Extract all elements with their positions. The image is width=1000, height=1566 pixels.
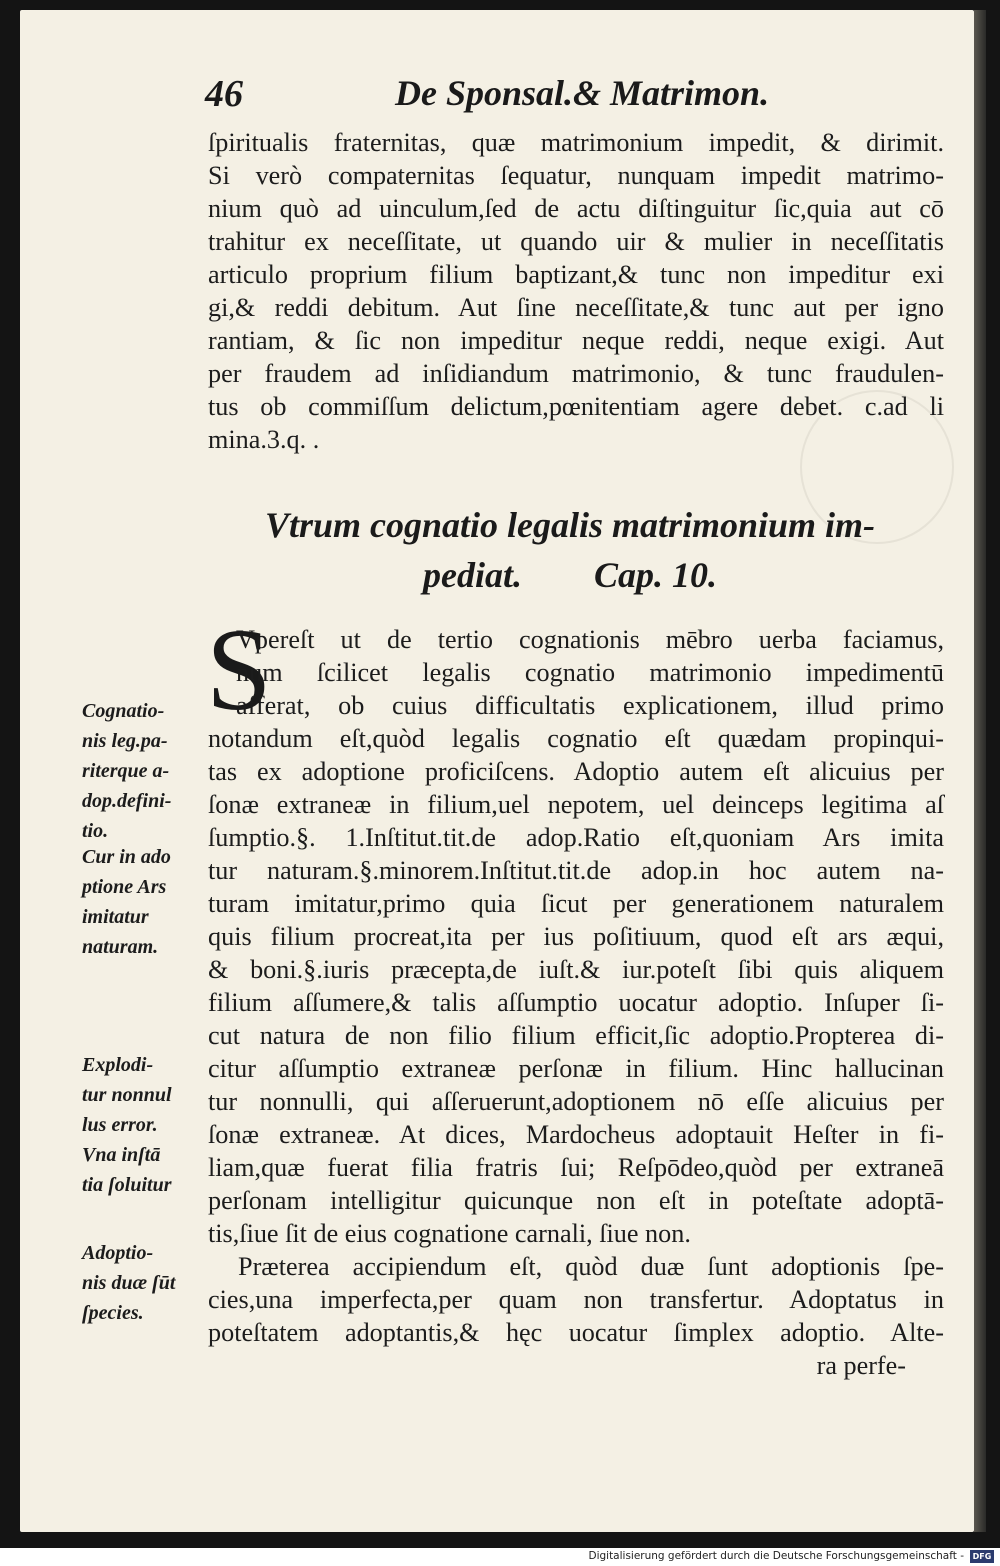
text-line: notandum eſt,quòd legalis cognatio eſt quædam propinqui- bbox=[208, 724, 944, 753]
text-line: poteſtatem adoptantis,& hęc uocatur ſimplex adoptio. Alte- bbox=[208, 1318, 944, 1347]
text-line: trahitur ex neceſſitate, ut quando uir & mulier in neceſſitatis bbox=[208, 227, 944, 256]
text-line: ſumptio.§. 1.Inſtitut.tit.de adop.Ratio eſt,quoniam Ars imita bbox=[208, 823, 944, 852]
text-line: tur naturam.§.minorem.Inſtitut.tit.de adop.in hoc autem na- bbox=[208, 856, 944, 885]
marginal-line: lus error. bbox=[82, 1114, 158, 1136]
text-line: ſonæ extraneæ. At dices, Mardocheus adoptauit Heſter in fi- bbox=[208, 1120, 944, 1149]
marginal-line: tio. bbox=[82, 820, 109, 842]
dfg-logo: DFG bbox=[970, 1550, 994, 1563]
text-line: turam imitatur,primo quia ſicut per generationem naturalem bbox=[208, 889, 944, 918]
marginal-line: Cognatio- bbox=[82, 700, 165, 722]
text-line: mina.3.q. . bbox=[208, 425, 320, 454]
marginal-line: Vna inſtā bbox=[82, 1144, 161, 1166]
text-line: Vpereſt ut de tertio cognationis mēbro uerba faciamus, bbox=[236, 625, 944, 654]
chapter-heading bbox=[250, 500, 890, 600]
text-line: gi,& reddi debitum. Aut ſine neceſſitate,& tunc aut per igno bbox=[208, 293, 944, 322]
text-line: liam,quæ fuerat filia fratris ſui; Reſpōdeo,quòd per extraneā bbox=[208, 1153, 944, 1182]
marginal-line: ptione Ars bbox=[82, 876, 167, 898]
text-line: num ſcilicet legalis cognatio matrimonio impedimentū bbox=[236, 658, 944, 687]
marginal-line: Cur in ado bbox=[82, 846, 171, 868]
catchword: ra perfe- bbox=[816, 1351, 906, 1380]
marginal-line: dop.defini- bbox=[82, 790, 172, 812]
marginal-line: ſpecies. bbox=[82, 1302, 144, 1324]
text-line: Præterea accipiendum eſt, quòd duæ ſunt adoptionis ſpe- bbox=[238, 1252, 944, 1281]
marginal-note-definition bbox=[82, 696, 212, 846]
text-line: tus ob commiſſum delictum,pœnitentiam agere debet. c.ad li bbox=[208, 392, 944, 421]
text-line: rantiam, & ſic non impeditur neque reddi, neque exigi. Aut bbox=[208, 326, 944, 355]
text-line: tis,ſiue ſit de eius cognatione carnali, ſiue non. bbox=[208, 1219, 691, 1248]
chapter-heading-line: pediat. Cap. 10. bbox=[423, 555, 717, 595]
marginal-line: tur nonnul bbox=[82, 1084, 172, 1106]
text-line: perſonam intelligitur quicunque non eſt in poteſtate adoptā- bbox=[208, 1186, 944, 1215]
text-line: quis filium procreat,ita per ius poſitiuum, quod eſt ars æqui, bbox=[208, 922, 944, 951]
text-line: filium aſſumere,& talis aſſumptio uocatur adoptio. Inſuper ſi- bbox=[208, 988, 944, 1017]
marginal-line: tia ſoluitur bbox=[82, 1174, 172, 1196]
marginal-line: riterque a- bbox=[82, 760, 170, 782]
text-line: per fraudem ad inſidiandum matrimonio, & tunc fraudulen- bbox=[208, 359, 944, 388]
text-line: ſonæ extraneæ in filium,uel nepotem, uel deinceps legitima aſ bbox=[208, 790, 944, 819]
text-line: cies,una imperfecta,per quam non transfertur. Adoptatus in bbox=[208, 1285, 944, 1314]
text-line: Si verò compaternitas ſequatur, nunquam impedit matrimo- bbox=[208, 161, 944, 190]
text-line: ſpiritualis fraternitas, quæ matrimonium impedit, & dirimit. bbox=[208, 128, 944, 157]
text-line: citur aſſumptio extraneæ perſonæ in filium. Hinc hallucinan bbox=[208, 1054, 944, 1083]
marginal-line: nis duæ ſūt bbox=[82, 1272, 176, 1294]
text-line: tas ex adoptione proficiſcens. Adoptio autem eſt alicuius per bbox=[208, 757, 944, 786]
marginal-line: imitatur bbox=[82, 906, 149, 928]
text-line: & boni.§.iuris præcepta,de iuſt.& iur.poteſt ſibi quis aliquem bbox=[208, 955, 944, 984]
marginal-note-ars-imitatur bbox=[82, 842, 212, 962]
marginal-line: Adoptio- bbox=[82, 1242, 154, 1264]
drop-cap: S bbox=[206, 604, 272, 735]
marginal-line: nis leg.pa- bbox=[82, 730, 168, 752]
text-line: nium quò ad uinculum,ſed de actu diſtinguitur ſic,quia aut cō bbox=[208, 194, 944, 223]
marginal-note-species bbox=[82, 1238, 212, 1328]
text-line: articulo proprium filium baptizant,& tunc non impeditur exi bbox=[208, 260, 944, 289]
marginal-line: Explodi- bbox=[82, 1054, 154, 1076]
page-edge-shadow bbox=[974, 10, 986, 1532]
marginal-note-error bbox=[82, 1050, 212, 1200]
digitization-credit: Digitalisierung gefördert durch die Deutsche Forschungsgemeinschaft - bbox=[588, 1550, 964, 1562]
running-head: De Sponsal.& Matrimon. bbox=[395, 73, 770, 113]
text-line: cut natura de non filio filium efficit,ſic adoptio.Propterea di- bbox=[208, 1021, 944, 1050]
marginal-line: naturam. bbox=[82, 936, 159, 958]
chapter-heading-line: Vtrum cognatio legalis matrimonium im- bbox=[264, 505, 876, 545]
text-line: afferat, ob cuius difficultatis explicationem, illud primo bbox=[236, 691, 944, 720]
text-line: tur nonnulli, qui aſſeruerunt,adoptionem nō eſſe alicuius per bbox=[208, 1087, 944, 1116]
page-number: 46 bbox=[205, 73, 243, 115]
